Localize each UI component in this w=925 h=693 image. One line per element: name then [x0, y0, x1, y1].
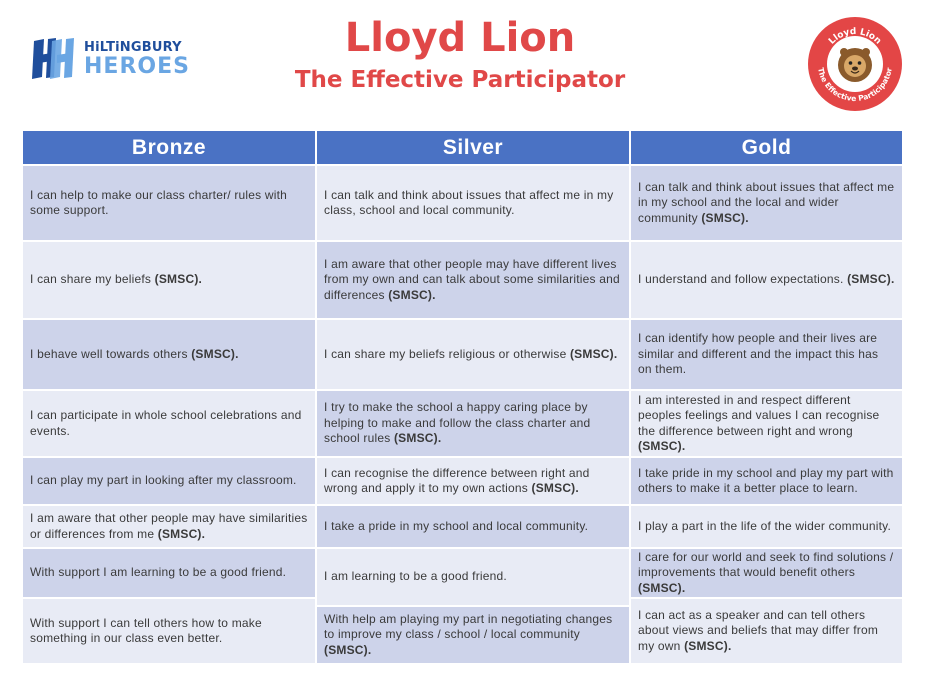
bronze-cell	[23, 166, 315, 240]
gold-cell	[631, 458, 902, 504]
cell-text: I take pride in my school and play my part with others to make it a better place to learn.	[638, 465, 894, 495]
cell-text: I try to make the school a happy caring place by helping to make and follow the class charter and school rules	[324, 400, 591, 446]
logo-line1: HiLTiNGBURY	[84, 39, 182, 55]
gold-cell	[631, 320, 902, 389]
cell-text: I am aware that other people may have similarities or differences from me	[30, 511, 308, 541]
cell-text: I am interested in and respect different peoples feelings and values I can recognise the difference between right and wrong	[638, 392, 880, 438]
silver-cell	[317, 166, 629, 240]
cell-text: I understand and follow expectations.	[638, 272, 848, 287]
header-silver: Silver	[317, 131, 629, 164]
smsc-tag: (SMSC).	[638, 439, 686, 453]
cell-text: I care for our world and seek to find solutions / improvements that would benefit others	[638, 549, 894, 580]
cell-text: I behave well towards others	[30, 346, 192, 361]
smsc-tag: (SMSC).	[531, 481, 579, 495]
cell-text: I can share my beliefs religious or otherwise	[324, 346, 570, 361]
cell-text: With help am playing my part in negotiating changes to improve my class / school / local community	[324, 611, 613, 642]
cell-text: I can participate in whole school celebrations and events.	[30, 408, 302, 438]
hh-logo-icon	[30, 37, 78, 81]
badge-bottom-text: The Effective Participator	[816, 66, 894, 104]
bronze-cell	[23, 391, 315, 456]
gold-cell	[631, 166, 902, 240]
smsc-tag: (SMSC).	[191, 346, 239, 361]
silver-cell	[317, 458, 629, 504]
silver-cell	[317, 242, 629, 318]
smsc-tag: (SMSC).	[154, 272, 203, 287]
cell-text: I can play my part in looking after my classroom.	[30, 473, 297, 488]
participator-table	[23, 131, 902, 665]
cell-text: With support I can tell others how to make something in our class even better.	[30, 615, 262, 645]
bronze-cell	[23, 506, 315, 547]
bronze-cell	[23, 458, 315, 504]
smsc-tag: (SMSC).	[684, 638, 732, 653]
cell-text: I am learning to be a good friend.	[324, 569, 507, 584]
logo-line2: HEROES	[84, 53, 190, 79]
silver-cell	[317, 320, 629, 389]
smsc-tag: (SMSC).	[701, 210, 749, 225]
smsc-tag: (SMSC).	[847, 272, 895, 287]
silver-cell	[317, 391, 629, 456]
lion-icon	[838, 48, 872, 82]
cell-text: I can help to make our class charter/ rules with some support.	[30, 187, 288, 217]
cell-text: I can share my beliefs	[30, 272, 155, 287]
bronze-cell	[23, 320, 315, 389]
cell-text: I play a part in the life of the wider community.	[638, 518, 892, 533]
bronze-cell	[23, 549, 315, 597]
cell-text: I can recognise the difference between right and wrong and apply it to my own actions	[324, 465, 590, 495]
gold-cell	[631, 599, 902, 663]
title-block	[250, 14, 670, 96]
badge-top-text: Lloyd Lion	[827, 26, 883, 47]
cell-text: I can identify how people and their lives are similar and different and the impact this has on them.	[638, 331, 879, 377]
page-subtitle: The Effective Participator	[294, 67, 626, 93]
bronze-cell	[23, 242, 315, 318]
gold-cell	[631, 391, 902, 456]
smsc-tag: (SMSC).	[638, 580, 686, 595]
lloyd-lion-badge	[808, 17, 902, 111]
page-title: Lloyd Lion	[344, 15, 576, 61]
cell-text: With support I am learning to be a good friend.	[30, 565, 287, 580]
cell-text: I can act as a speaker and can tell others about views and beliefs that may differ from my own	[638, 607, 879, 653]
cell-text: I can talk and think about issues that affect me in my class, school and local community.	[324, 187, 614, 217]
smsc-tag: (SMSC).	[388, 287, 436, 302]
cell-text: I take a pride in my school and local community.	[324, 518, 589, 533]
silver-cell	[317, 506, 629, 547]
silver-cell	[317, 607, 629, 663]
gold-cell	[631, 549, 902, 597]
smsc-tag: (SMSC).	[157, 526, 206, 541]
header-gold: Gold	[631, 131, 902, 164]
smsc-tag: (SMSC).	[569, 346, 618, 361]
header-bronze: Bronze	[23, 131, 315, 164]
hiltingbury-heroes-logo	[30, 36, 190, 82]
gold-cell	[631, 242, 902, 318]
smsc-tag: (SMSC).	[393, 431, 442, 446]
silver-cell	[317, 549, 629, 605]
smsc-tag: (SMSC).	[324, 642, 372, 657]
gold-cell	[631, 506, 902, 547]
cell-text: I am aware that other people may have different lives from my own and can talk about some similarities and differences	[324, 256, 620, 302]
cell-text: I can talk and think about issues that affect me in my school and the local and wider community	[638, 179, 895, 225]
bronze-cell	[23, 599, 315, 663]
